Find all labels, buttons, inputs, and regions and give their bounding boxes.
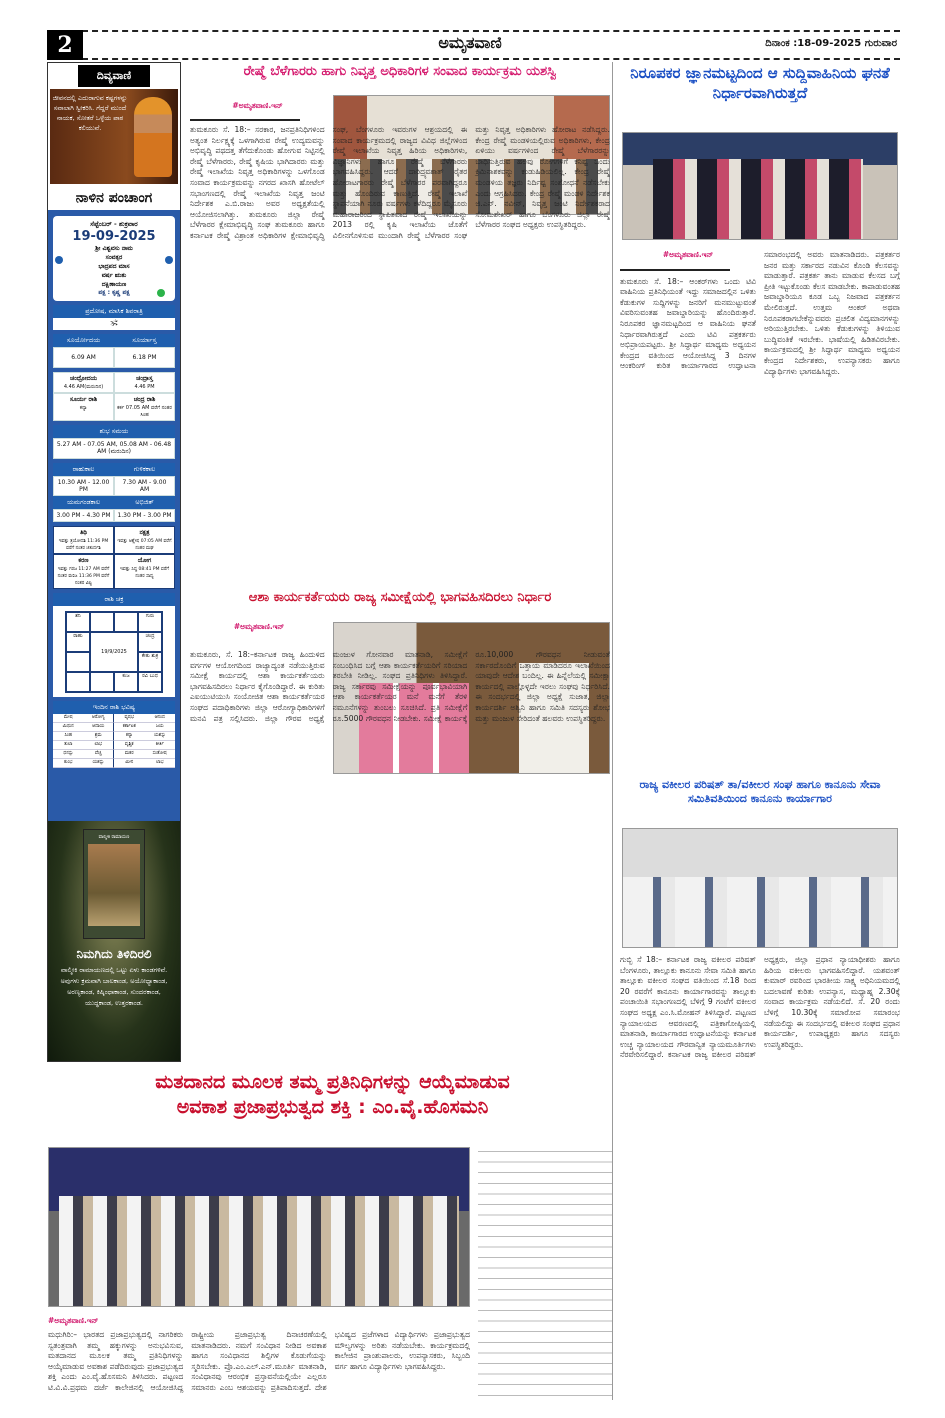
sunset-value: 6.18 PM bbox=[114, 347, 175, 368]
rashi-prediction: ಕೀರ್ತಿ bbox=[145, 741, 176, 750]
sidebar bbox=[47, 62, 181, 1062]
abhijit-label: ಅಭಿಜಿತ್ bbox=[114, 496, 175, 509]
rashi-prediction: ಆದಾಯ bbox=[84, 723, 115, 732]
divyavani-box bbox=[48, 63, 180, 186]
header-bottom-rule bbox=[82, 58, 900, 60]
shubha-label: ಶುಭ ಸಮಯ bbox=[53, 425, 175, 438]
rashi-cell: ರವಿ ಬುಧ bbox=[138, 672, 162, 692]
rashi-prediction: ವೆಚ್ಚ bbox=[84, 750, 115, 759]
article-1 bbox=[190, 95, 610, 577]
rashi-cell: ಚಂದ್ರ bbox=[138, 632, 162, 652]
rashi-name: ವೃಶ್ಚಿಕ bbox=[114, 741, 145, 750]
rashi-cell: ಶನಿ bbox=[66, 612, 90, 632]
moonrise-value: 4.46 AM(ಮರುದಿನ) bbox=[63, 384, 104, 390]
rahukala-value: 10.30 AM - 12.00 PM bbox=[53, 476, 114, 496]
article-5-tag: #ಅಮೃತವಾಣಿ.ಇನ್ bbox=[48, 1316, 99, 1325]
article-2-headline: ನಿರೂಪಕರ ಜ್ಞಾನಮಟ್ಟದಿಂದ ಆ ಸುದ್ದಿವಾಹಿನಿಯ ಘನತೆ ನಿರ್ಧಾರವಾಗಿರುತ್ತದೆ bbox=[630, 64, 890, 102]
rashi-prediction: ಆನಂದ bbox=[145, 714, 176, 723]
yamaganda-label: ಯಮಗಂಡಕಾಲ bbox=[53, 496, 114, 509]
rashi-cell: ಕೇತು ಶುಕ್ರ bbox=[138, 652, 162, 672]
nakshatra-value: ಇವತ್ತು ಆಶ್ಲೇಷ 07:05 AM ವರೆಗೆ ನಂತರ ಮಘ bbox=[117, 539, 172, 551]
issue-date: ದಿನಾಂಕ :18-09-2025 ಗುರುವಾರ bbox=[765, 38, 897, 49]
divyavani-quote: ಜೀವನದಲ್ಲಿ ಎದುರಾಗುವ ಕಷ್ಟಗಳನ್ನು ಸವಾಲಾಗಿ ಸ್ವೀಕರಿಸಿ. ಗೆದ್ದರೆ ಮುಂದೆ ನಾಯಕ, ಸೋತರೆ ಒಳ್ಳೆಯ ಪಾಠ ಕಲಿಯುವೆ. bbox=[52, 94, 128, 132]
abhijit-value: 1.30 PM - 3.00 PM bbox=[114, 509, 175, 522]
rashi-center-date: 19/9/2025 bbox=[90, 632, 138, 672]
rashi-prediction: ಆರೋಗ್ಯ bbox=[84, 714, 115, 723]
gulika-label: ಗುಳಿಕಕಾಲ bbox=[114, 463, 175, 476]
yoga-value: ಇವತ್ತು ಸಿದ್ಧ 08:41 PM ವರೆಗೆ ನಂತರ ಸಾಧ್ಯ bbox=[119, 567, 170, 579]
divider bbox=[620, 269, 730, 271]
rashi-prediction: ಲಾಭ bbox=[145, 759, 176, 768]
panchanga-line: ದಕ್ಷಿಣಾಯಣ bbox=[101, 281, 127, 288]
tithi-box bbox=[53, 526, 175, 589]
shubha-box bbox=[53, 425, 175, 459]
rashi-name: ಮಿಥುನ bbox=[53, 723, 84, 732]
header-top-rule bbox=[82, 30, 900, 32]
rashi-name: ಧನಸ್ಸು bbox=[53, 750, 84, 759]
vivekananda-portrait bbox=[134, 97, 172, 177]
article-1-headline: ರೇಷ್ಮೆ ಬೆಳೆಗಾರರು ಹಾಗು ನಿವೃತ್ತ ಅಧಿಕಾರಿಗಳ ಸಂವಾದ ಕಾರ್ಯಕ್ರಮ ಯಶಸ್ವಿ bbox=[243, 64, 557, 79]
rashi-cell: ಗುರು bbox=[138, 612, 162, 632]
book-title: ವಾಲ್ಮೀಕಿ ರಾಮಾಯಣ bbox=[98, 835, 130, 840]
panchanga-line: ಭಾದ್ರಪದ ಮಾಸ bbox=[98, 263, 130, 270]
rashi-prediction: ಯಶಸ್ಸು bbox=[84, 759, 115, 768]
article-5-body: ಮಧುಗಿರಿ:– ಭಾರತದ ಪ್ರಜಾಪ್ರಭುತ್ವದಲ್ಲಿ ನಾಗರಿಕರು ಸ್ವತಂತ್ರವಾಗಿ ತಮ್ಮ ಹಕ್ಕುಗಳನ್ನು ಅನುಭವಿಸುವ, ಮತದಾನದ ಮೂಲಕ ತಮ್ಮ ಪ್ರತಿನಿಧಿಗಳನ್ನು ಆಯ್ಕೆಮಾಡುವ ಅವಕಾಶ ಪಡೆದಿರುವುದು ಪ್ರಜಾಪ್ರಭುತ್ವದ ಶಕ್ತಿ ಎಂದು ಎಂ.ವೈ.ಹೊಸಮನಿ ತಿಳಿಸಿದರು. ಪಟ್ಟಣದ ಟಿ.ವಿ.ವಿ.ಪ್ರಥಮ ದರ್ಜೆ ಕಾಲೇಜಿನಲ್ಲಿ ಆಯೋಜಿಸಿದ್ದ ರಾಷ್ಟ್ರೀಯ ಪ್ರಜಾಪ್ರಭುತ್ವ ದಿನಾಚರಣೆಯಲ್ಲಿ ಮಾತನಾಡಿದರು. ನಮಗೆ ಸಂವಿಧಾನ ನೀಡಿದ ಅವಕಾಶ ಹಾಗೂ ಸಂವಿಧಾನದ ಶಿಲ್ಪಿಗಳ ಕೊಡುಗೆಯನ್ನು ಸ್ಮರಿಸಬೇಕು. ಪ್ರೊ.ಎಂ.ಎಲ್.ಎನ್.ಮೂರ್ತಿ ಮಾತನಾಡಿ, ಸಂವಿಧಾನವು ಆರಂಭಿಕ ಪ್ರಸ್ತಾವನೆಯಲ್ಲಿಯೇ ಎಲ್ಲರೂ ಸಮಾನರು ಎಂಬ ಆಶಯವನ್ನು ಪ್ರತಿಪಾದಿಸುತ್ತದೆ. ದೇಶ ಭವಿಷ್ಯದ ಪ್ರಜೆಗಳಾದ ವಿದ್ಯಾರ್ಥಿಗಳು ಪ್ರಜಾಪ್ರಭುತ್ವದ ಮೌಲ್ಯಗಳನ್ನು ಅರಿತು ನಡೆಯಬೇಕು. ಕಾರ್ಯಕ್ರಮದಲ್ಲಿ ಕಾಲೇಜಿನ ಪ್ರಾಂಶುಪಾಲರು, ಉಪನ್ಯಾಸಕರು, ಸಿಬ್ಬಂದಿ ವರ್ಗ ಹಾಗೂ ವಿದ್ಯಾರ್ಥಿಗಳು ಭಾಗವಹಿಸಿದ್ದರು. bbox=[48, 1330, 470, 1392]
article-4-headline: ರಾಜ್ಯ ವಕೀಲರ ಪರಿಷತ್ ತಾ/ವಕೀಲರ ಸಂಘ ಹಾಗೂ ಕಾನೂನು ಸೇವಾ ಸಮಿತಿವತಿಯಿಂದ ಕಾನೂನು ಕಾರ್ಯಾಗಾರ bbox=[639, 778, 881, 806]
whatsapp-icon[interactable] bbox=[157, 289, 165, 297]
tithi-value: ಇವತ್ತು ತ್ರಯೋದಶಿ 11:36 PM ವರೆಗೆ ನಂತರ ಚತುರ್ದಶಿ bbox=[58, 539, 109, 551]
article-2-text: ತುಮಕೂರು ಸೆ. 18:– ಆಂಕರ್‌ಗಳು ಒಂದು ಟಿವಿ ವಾಹಿನಿಯ ಪ್ರತಿನಿಧಿಯಂತೆ ಇದ್ದು ಸಮಾಜದಲ್ಲಿನ ಒಳಿತು ಕೆಡುಕುಗಳ ಸುದ್ದಿಗಳನ್ನು ಜನರಿಗೆ ಮನಮುಟ್ಟುವಂತೆ ವಿವರಿಸುವಂತಹ ಜವಾಬ್ದಾರಿಯನ್ನು ಹೊಂದಿರುತ್ತಾರೆ. ನಿರೂಪಕರ ಜ್ಞಾನಮಟ್ಟದಿಂದ ಆ ವಾಹಿನಿಯ ಘನತೆ ನಿರ್ಧಾರವಾಗಿರುತ್ತದೆ ಎಂದು ಟಿವಿ ಪತ್ರಕರ್ತರು ಅಭಿಪ್ರಾಯಪಟ್ಟರು. ಶ್ರೀ ಸಿದ್ಧಾರ್ಥ ಮಾಧ್ಯಮ ಅಧ್ಯಯನ ಕೇಂದ್ರದ ವತಿಯಿಂದ ಆಯೋಜಿಸಿದ್ದ 3 ದಿನಗಳ ಆಂಕರಿಂಗ್ ಕುರಿತ ಕಾರ್ಯಾಗಾರದ ಉದ್ಘಾಟನಾ ಸಮಾರಂಭದಲ್ಲಿ ಅವರು ಮಾತನಾಡಿದರು. ಪತ್ರಕರ್ತರ ಜನರ ಮತ್ತು ಸರ್ಕಾರದ ನಡುವಿನ ಕೊಂಡಿ ಕೆಲಸವನ್ನು ಮಾಡುತ್ತಾರೆ. ಪತ್ರಕರ್ತ ತಾನು ಮಾಡುವ ಕೆಲಸದ ಬಗ್ಗೆ ಪ್ರೀತಿ ಇಟ್ಟುಕೊಂಡು ಕೆಲಸ ಮಾಡಬೇಕು. ಕಾಪಾಡುವಂತಹ ಜವಾಬ್ದಾರಿಯೂ ಕೂಡ ಒಬ್ಬ ನಿಜವಾದ ಪತ್ರಕರ್ತನ ಮೇಲಿರುತ್ತದೆ. ಉತ್ತಮ ಆಂಕರ್ ಅಥವಾ ನಿರೂಪಕರಾಗಬೇಕೆನ್ನುವವರು ಪ್ರಚಲಿತ ವಿದ್ಯಮಾನಗಳನ್ನು ಅರಿಯುತ್ತಿರಬೇಕು. ಒಳಿತು ಕೆಡುಕುಗಳನ್ನು ತಿಳಿಯುವ ಬುದ್ಧಿವಂತಿಕೆ ಇರಬೇಕು. ಭಾಷೆಯಲ್ಲಿ ಹಿಡಿತವಿರಬೇಕು. ಕಾರ್ಯಕ್ರಮದಲ್ಲಿ ಶ್ರೀ ಸಿದ್ಧಾರ್ಥ ಮಾಧ್ಯಮ ಅಧ್ಯಯನ ಕೇಂದ್ರದ ನಿರ್ದೇಶಕರು, ಉಪನ್ಯಾಸಕರು ಹಾಗೂ ವಿದ್ಯಾರ್ಥಿಗಳು ಭಾಗವಹಿಸಿದ್ದರು. bbox=[620, 250, 900, 376]
moonrise-label: ಚಂದ್ರೋದಯ bbox=[70, 375, 97, 382]
panchanga bbox=[48, 186, 180, 821]
divider bbox=[190, 119, 300, 121]
page-number: 2 bbox=[47, 30, 83, 60]
rashi-chakra bbox=[53, 593, 175, 697]
divyavani-image bbox=[50, 89, 178, 184]
sunrise-label: ಸೂರ್ಯೋದಯ bbox=[53, 334, 114, 347]
column-divider bbox=[612, 62, 613, 1400]
panchanga-paksha: ಪಕ್ಷ : ಕೃಷ್ಣ ಪಕ್ಷ bbox=[98, 289, 130, 296]
article-2-tag: #ಅಮೃತವಾಣಿ.ಇನ್ bbox=[662, 250, 714, 259]
article-3-tag: #ಅಮೃತವಾಣಿ.ಇನ್ bbox=[233, 622, 285, 631]
bhavishya-title: ಇಂದಿನ ರಾಶಿ ಭವಿಷ್ಯ bbox=[53, 701, 175, 714]
article-3-body: ತುಮಕೂರು, ಸೆ. 18:–ಕರ್ನಾಟಕ ರಾಜ್ಯ ಹಿಂದುಳಿದ ವರ್ಗಗಳ ಆಯೋಗದಿಂದ ರಾಜ್ಯಾದ್ಯಂತ ನಡೆಯುತ್ತಿರುವ ಸಮೀಕ್ಷೆ ಕಾರ್ಯದಲ್ಲಿ ಆಶಾ ಕಾರ್ಯಕರ್ತೆಯರು ಭಾಗವಹಿಸದಿರಲು ನಿರ್ಧಾರ ಕೈಗೊಂಡಿದ್ದಾರೆ. ಈ ಕುರಿತು ಎಐಯುಟಿಯುಸಿ ಸಂಯೋಜಿತ ಆಶಾ ಕಾರ್ಯಕರ್ತೆಯರ ಸಂಘದ ಪದಾಧಿಕಾರಿಗಳು ಜಿಲ್ಲಾ ಆರೋಗ್ಯಾಧಿಕಾರಿಗಳಿಗೆ ಮನವಿ ಪತ್ರ ಸಲ್ಲಿಸಿದರು. ಜಿಲ್ಲಾ ಗೌರವ ಅಧ್ಯಕ್ಷೆ ಮಂಜುಳ ಗೋನವಾರ ಮಾತನಾಡಿ, ಸಮೀಕ್ಷೆಗೆ ಸಂಬಂಧಿಸಿದ ಬಗ್ಗೆ ಆಶಾ ಕಾರ್ಯಕರ್ತೆಯರಿಗೆ ಸರಿಯಾದ ತರಬೇತಿ ನೀಡಿಲ್ಲ. ಸಂಘದ ಪ್ರತಿನಿಧಿಗಳು ತಿಳಿಸಿದ್ದಾರೆ. ರಾಜ್ಯ ಸರ್ಕಾರವು ಸಮೀಕ್ಷೆಯನ್ನು ಪೂರ್ವಭಾವಿಯಾಗಿ ಆಶಾ ಕಾರ್ಯಕರ್ತೆಯರ ಮನೆ ಮನೆಗೆ ತೆರಳಿ ನಮೂನೆಗಳನ್ನು ತುಂಬಲು ಸೂಚಿಸಿದೆ. ಪ್ರತಿ ಸಮೀಕ್ಷೆಗೆ ರೂ.5000 ಗೌರವಧನ ನೀಡಬೇಕು. ಸಮೀಕ್ಷೆ ಕಾರ್ಯಕ್ಕೆ ರೂ.10,000 ಗೌರವಧನ ನೀಡುವಂತೆ ಸರ್ಕಾರದೊಂದಿಗೆ ಒತ್ತಾಯ ಮಾಡಿದರೂ ಇಲಾಖೆಯಿಂದ ಯಾವುದೇ ಆದೇಶ ಬಂದಿಲ್ಲ. ಈ ಹಿನ್ನೆಲೆಯಲ್ಲಿ ಸಮೀಕ್ಷಾ ಕಾರ್ಯದಲ್ಲಿ ಪಾಲ್ಗೊಳ್ಳದೇ ಇರಲು ಸಂಘವು ನಿರ್ಧರಿಸಿದೆ. ಈ ಸಂದರ್ಭದಲ್ಲಿ ಜಿಲ್ಲಾ ಅಧ್ಯಕ್ಷೆ ಸುಜಾತ, ಜಿಲ್ಲಾ ಕಾರ್ಯದರ್ಶಿ ಅಶ್ವಿನಿ ಹಾಗೂ ಸಮಿತಿ ಸದಸ್ಯರು ಶೋಭ ಮತ್ತು ಮಂಜುಳ ಸೇರಿದಂತೆ ಹಲವರು ಉಪಸ್ಥಿತರಿದ್ದರು. bbox=[190, 650, 610, 723]
surya-rashi-value: ಕನ್ಯಾ bbox=[79, 405, 88, 411]
rahukala-label: ರಾಹುಕಾಲ bbox=[53, 463, 114, 476]
rashi-chakra-title: ರಾಶಿ ಚಕ್ರ bbox=[53, 593, 175, 606]
moon-box bbox=[53, 372, 175, 421]
kala-box bbox=[53, 463, 175, 522]
book-illustration bbox=[88, 844, 140, 926]
prev-day-icon[interactable] bbox=[55, 256, 63, 264]
article-2-photo bbox=[622, 132, 898, 240]
ad-box bbox=[48, 821, 180, 1061]
article-2-body bbox=[620, 250, 900, 765]
panchanga-line: ಶ್ರೀ ವಿಶ್ವವಸು ನಾಮ bbox=[95, 245, 133, 252]
rashi-prediction: ಯಶಸ್ಸು bbox=[145, 732, 176, 741]
panchanga-date-card bbox=[53, 216, 175, 301]
article-5-headline-line1: ಮತದಾನದ ಮೂಲಕ ತಮ್ಮ ಪ್ರತಿನಿಧಿಗಳನ್ನು ಆಯ್ಕೆಮಾಡುವ bbox=[155, 1071, 510, 1093]
chandra-rashi-value: ಕರ್ಕ 07.05 AM ವರೆಗೆ ನಂತರ ಸಿಂಹ bbox=[117, 405, 172, 418]
sunrise-value: 6.09 AM bbox=[53, 347, 114, 368]
shubha-value: 5.27 AM - 07.05 AM, 05.08 AM - 06.48 AM (ಮರುದಿನ) bbox=[53, 438, 175, 459]
rashi-name: ಕನ್ಯಾ bbox=[114, 732, 145, 741]
bhavishya-table bbox=[53, 714, 175, 768]
rashi-name: ಮಕರ bbox=[114, 750, 145, 759]
article-1-tag: #ಅಮೃತವಾಣಿ.ಇನ್ bbox=[232, 101, 283, 110]
article-4-photo bbox=[622, 828, 898, 948]
surya-rashi-label: ಸೂರ್ಯ ರಾಶಿ bbox=[69, 396, 98, 403]
moonset-value: 4.46 PM bbox=[134, 384, 155, 390]
article-4-body: ಗುಬ್ಬಿ ಸೆ 18:– ಕರ್ನಾಟಕ ರಾಜ್ಯ ವಕೀಲರ ಪರಿಷತ್ ಬೆಂಗಳೂರು, ತಾಲ್ಲೂಕು ಕಾನೂನು ಸೇವಾ ಸಮಿತಿ ಹಾಗೂ ತಾಲ್ಲೂಕು ವಕೀಲರ ಸಂಘದ ವತಿಯಿಂದ ಸೆ.18 ರಿಂದ 20 ರವರೆಗೆ ಕಾನೂನು ಕಾರ್ಯಾಗಾರವನ್ನು ತಾಲ್ಲೂಕು ಪಂಚಾಯಿತಿ ಸಭಾಂಗಣದಲ್ಲಿ ಬೆಳಿಗ್ಗೆ 9 ಗಂಟೆಗೆ ವಕೀಲರ ಸಂಘದ ಅಧ್ಯಕ್ಷ ಎಂ.ಸಿ.ಮೋಹನ್ ತಿಳಿಸಿದ್ದಾರೆ. ಪಟ್ಟಣದ ನ್ಯಾಯಾಲಯದ ಆವರಣದಲ್ಲಿ ಪತ್ರಿಕಾಗೋಷ್ಠಿಯಲ್ಲಿ ಮಾತನಾಡಿ, ಕಾರ್ಯಾಗಾರದ ಉದ್ಘಾಟನೆಯನ್ನು ಕರ್ನಾಟಕ ಉಚ್ಚ ನ್ಯಾಯಾಲಯದ ಗೌರವಾನ್ವಿತ ನ್ಯಾಯಮೂರ್ತಿಗಳು ನೆರವೇರಿಸಲಿದ್ದಾರೆ. ಕರ್ನಾಟಕ ರಾಜ್ಯ ವಕೀಲರ ಪರಿಷತ್ ಅಧ್ಯಕ್ಷರು, ಜಿಲ್ಲಾ ಪ್ರಧಾನ ನ್ಯಾಯಾಧೀಶರು ಹಾಗೂ ಹಿರಿಯ ವಕೀಲರು ಭಾಗವಹಿಸಲಿದ್ದಾರೆ. ಯಶವಂತ್ ಕುಮಾರ್ ರವರಿಂದ ಭಾರತೀಯ ಸಾಕ್ಷ್ಯ ಅಧಿನಿಯಮದಲ್ಲಿ ಬದಲಾವಣೆ ಕುರಿತು ಉಪನ್ಯಾಸ, ಮಧ್ಯಾಹ್ನ 2.30ಕ್ಕೆ ಸಂವಾದ ಕಾರ್ಯಕ್ರಮ ನಡೆಯಲಿದೆ. ಸೆ. 20 ರಂದು ಬೆಳಿಗ್ಗೆ 10.30ಕ್ಕೆ ಸಮಾರೋಪ ಸಮಾರಂಭ ನಡೆಯಲಿದ್ದು ಈ ಸಂದರ್ಭದಲ್ಲಿ ವಕೀಲರ ಸಂಘದ ಪ್ರಧಾನ ಕಾರ್ಯದರ್ಶಿ, ಉಪಾಧ್ಯಕ್ಷರು ಹಾಗೂ ಸದಸ್ಯರು ಉಪಸ್ಥಿತರಿದ್ದರು. bbox=[620, 955, 900, 1060]
sunset-label: ಸೂರ್ಯಾಸ್ತ bbox=[114, 334, 175, 347]
chandra-rashi-label: ಚಂದ್ರ ರಾಶಿ bbox=[133, 396, 156, 403]
masthead: ಅಮೃತವಾಣಿ bbox=[438, 33, 502, 52]
article-1-body: ತುಮಕೂರು ಸೆ. 18:– ಸರಕಾರ, ಜನಪ್ರತಿನಿಧಿಗಳಿಂದ ಅತ್ಯಂತ ನಿರ್ಲಕ್ಷ್ಯಕ್ಕೆ ಒಳಗಾಗಿರುವ ರೇಷ್ಮೆ ಉದ್ಯಮವನ್ನು ಅಭಿವೃದ್ಧಿ ಪಥದತ್ತ ತೆಗೆದುಕೊಂಡು ಹೋಗುವ ನಿಟ್ಟಿನಲ್ಲಿ ರೇಷ್ಮೆ ಬೆಳೆಗಾರರು, ರೇಷ್ಮೆ ಕೃಷಿಯ ಭಾಗಿದಾರರು ಮತ್ತು ರೇಷ್ಮೆ ಇಲಾಖೆಯ ನಿವೃತ್ತ ಅಧಿಕಾರಿಗಳನ್ನು ಒಳಗೊಂಡ ಸಂವಾದ ಕಾರ್ಯಕ್ರಮವನ್ನು ನಗರದ ಖಾಸಗಿ ಹೋಟೆಲ್ ಸಭಾಂಗಣದಲ್ಲಿ ರೇಷ್ಮೆ ಇಲಾಖೆಯ ನಿವೃತ್ತ ಜಂಟಿ ನಿರ್ದೇಶಕ ಎ.ಬಿ.ರಾಜು ಅವರ ಅಧ್ಯಕ್ಷತೆಯಲ್ಲಿ ಆಯೋಜಿಸಲಾಗಿತ್ತು. ತುಮಕೂರು ಜಿಲ್ಲಾ ರೇಷ್ಮೆ ಬೆಳೆಗಾರರ ಕ್ಷೇಮಾಭಿವೃದ್ಧಿ ಸಂಘ ತುಮಕೂರು ಹಾಗೂ ಕರ್ನಾಟಕ ರೇಷ್ಮೆ ವಿಶ್ರಾಂತ ಅಧಿಕಾರಿಗಳ ಕ್ಷೇಮಾಭಿವೃದ್ಧಿ ಸಂಘ, ಬೆಂಗಳೂರು ಇವರುಗಳ ಆಶ್ರಯದಲ್ಲಿ ಈ ಸಂವಾದ ಕಾರ್ಯಕ್ರಮದಲ್ಲಿ ರಾಜ್ಯದ ವಿವಿಧ ಜಿಲ್ಲೆಗಳಿಂದ ರೇಷ್ಮೆ ಇಲಾಖೆಯ ನಿವೃತ್ತ ಹಿರಿಯ ಅಧಿಕಾರಿಗಳು, ವಿಜ್ಞಾನಿಗಳು ಹಾಗೂ ರೇಷ್ಮೆ ಬೆಳೆಗಾರರು ಭಾಗವಹಿಸಿದ್ದರು. ಆದರೆ ದಾರಿದ್ರ್ಯವಶಾತ್ ರೈತರ ಹೋರಾಟಗಾರರು ರೇಷ್ಮೆ ಬೆಳೆಗಾರರ ಪರವಾಗಿದ್ದರೂ ಮತ್ತು ಹೊಂದಿರುವ ಕಾಣುತ್ತಿದೆ. ರೇಷ್ಮೆ ಇಲಾಖೆ ಸ್ಥಾಪನೆಯಾಗಿ ನೂರು ವರ್ಷಗಳು ಕಳೆದಿದ್ದರೂ ಮೈಸೂರು ಮಹಾರಾಜರಿಂದ ಸ್ಥಾಪಿತವಾದ ರೇಷ್ಮೆ ಇಲಾಖೆಯನ್ನು 2013 ರಲ್ಲಿ ಕೃಷಿ ಇಲಾಖೆಯ ಜೊತೆಗೆ ವಿಲೀನಗೊಳಿಸುವ ಮುಂದಾಗಿ ರೇಷ್ಮೆ ಬೆಳೆಗಾರರ ಸಂಘ ಮತ್ತು ನಿವೃತ್ತ ಅಧಿಕಾರಿಗಳು ಹೋರಾಟ ನಡೆಸಿದ್ದರು. ಕೇಂದ್ರ ರೇಷ್ಮೆ ಮಂಡಳಿಯಲ್ಲಿರುವ ಅಧಿಕಾರಿಗಳು, ಕೇಂದ್ರ ಏಳಿಯು ವರ್ಷಗಳಿಂದ ರೇಷ್ಮೆ ಬೆಳೆಗಾರರನ್ನು ಬಾಧಿಸುತ್ತಿರುವ ಹಲವು ರೋಗಗಳಿಗೆ ಕನಿಷ್ಟ ಒಂದು ಕ್ರಿಮಿನಾಶಕವನ್ನು ಕಂಡುಹಿಡಿಯಲಿಲ್ಲ. ಕೇಂದ್ರ ರೇಷ್ಮೆ ಮಂಡಳಿಯ ತಜ್ಞರು ನಿರ್ದಿಷ್ಟ ಸಂಶೋಧನೆ ನಡೆಸಬೇಕು ಎಂದು ಆಗ್ರಹಿಸಿದರು. ಕೇಂದ್ರ ರೇಷ್ಮೆ ಮಂಡಳಿ ನಿರ್ದೇಶಕ ಜಿ.ಎನ್. ನವೀನ್, ನಿವೃತ್ತ ಜಂಟಿ ನಿರ್ದೇಶಕರಾದ ಸೋಮಶೇಖರ್ ಹಾಗೂ ಬೆಂಗಳೂರು ಜಿಲ್ಲಾ ರೇಷ್ಮೆ ಬೆಳೆಗಾರರ ಸಂಘದ ಅಧ್ಯಕ್ಷರು ಉಪಸ್ಥಿತರಿದ್ದರು. bbox=[190, 125, 610, 240]
rashi-name: ತುಲಾ bbox=[53, 741, 84, 750]
book-cover bbox=[83, 829, 145, 939]
ad-text: ವಾಲ್ಮೀಕಿ ರಾಮಾಯಣದಲ್ಲಿ ಒಟ್ಟು ಏಳು ಕಾಂಡಗಳಿವೆ. ಅವುಗಳು ಕ್ರಮವಾಗಿ ಬಾಲಕಾಂಡ, ಅಯೋಧ್ಯಾಕಾಂಡ, ಅರಣ್ಯಕಾಂಡ, ಕಿಷ್ಕಿಂಧಾಕಾಂಡ, ಸುಂದರಕಾಂಡ, ಯುದ್ಧಕಾಂಡ, ಉತ್ತರಕಾಂಡ. bbox=[60, 966, 168, 1007]
panchanga-title: ನಾಳಿನ ಪಂಚಾಂಗ bbox=[48, 186, 180, 212]
divyavani-title: ದಿವ್ಯವಾಣಿ bbox=[78, 65, 150, 87]
festival-image: 🕉 bbox=[110, 318, 118, 327]
rashi-name: ವೃಷಭ bbox=[114, 714, 145, 723]
ad-title: ನಿಮಗಿದು ತಿಳಿದಿರಲಿ bbox=[76, 947, 152, 961]
karana-label: ಕರಣ bbox=[78, 557, 89, 564]
rashi-name: ಕರ್ಕಾಟಕ bbox=[114, 723, 145, 732]
next-day-icon[interactable] bbox=[165, 256, 173, 264]
rashi-bhavishya bbox=[53, 701, 175, 768]
sun-box bbox=[53, 334, 175, 368]
rashi-name: ಮೀನ bbox=[114, 759, 145, 768]
tithi-label: ತಿಥಿ bbox=[79, 529, 88, 536]
rashi-name: ಮೇಷ bbox=[53, 714, 84, 723]
rashi-name: ಕುಂಭ bbox=[53, 759, 84, 768]
rashi-cell: ರಾಹು bbox=[66, 632, 90, 652]
nakshatra-label: ನಕ್ಷತ್ರ bbox=[139, 529, 150, 536]
panchanga-month-day: ಸೆಪ್ಟೆಂಬರ್ - ಶುಕ್ರವಾರ bbox=[90, 220, 138, 228]
rashi-prediction: ಸಂತೋಷ bbox=[145, 750, 176, 759]
rashi-cell: ಕುಜ bbox=[114, 672, 138, 692]
gulika-value: 7.30 AM - 9.00 AM bbox=[114, 476, 175, 496]
article-5-headline-line2: ಅವಕಾಶ ಪ್ರಜಾಪ್ರಭುತ್ವದ ಶಕ್ತಿ : ಎಂ.ವೈ.ಹೊಸಮನಿ bbox=[176, 1095, 489, 1118]
karana-value: ಇವತ್ತು ಗರಜ 11:27 AM ವರೆಗೆ ನಂತರ ವಣಿಜ 11:36 PM ವರೆಗೆ ನಂತರ ವಿಷ್ಟಿ bbox=[57, 567, 110, 586]
yamaganda-value: 3.00 PM - 4.30 PM bbox=[53, 509, 114, 522]
panchanga-date: 19-09-2025 bbox=[72, 229, 156, 244]
panchanga-line: ವರ್ಷ ಋತು bbox=[101, 272, 127, 279]
rashi-prediction: ಶ್ರಮ bbox=[84, 732, 115, 741]
rashi-chakra-grid bbox=[65, 611, 163, 693]
article-5-headline bbox=[50, 1070, 615, 1119]
yoga-label: ಯೋಗ bbox=[137, 557, 152, 564]
article-5-body-continued bbox=[478, 1147, 612, 1400]
festival-box bbox=[53, 305, 175, 330]
festival-title: ಪ್ರದೋಷ, ಮಾಸಿಕ ಶಿವರಾತ್ರಿ bbox=[53, 305, 175, 318]
rashi-name: ಸಿಂಹ bbox=[53, 732, 84, 741]
panchanga-line: ಸಂವತ್ಸರ bbox=[105, 254, 123, 261]
article-5-photo bbox=[48, 1147, 470, 1307]
rashi-prediction: ಲಾಭ bbox=[84, 741, 115, 750]
article-3-headline: ಆಶಾ ಕಾರ್ಯಕರ್ತೆಯರು ರಾಜ್ಯ ಸಮೀಕ್ಷೆಯಲ್ಲಿ ಭಾಗವಹಿಸದಿರಲು ನಿರ್ಧಾರ bbox=[248, 590, 552, 605]
rashi-prediction: ಜಯ bbox=[145, 723, 176, 732]
moonset-label: ಚಂದ್ರಾಸ್ತ bbox=[136, 375, 153, 382]
